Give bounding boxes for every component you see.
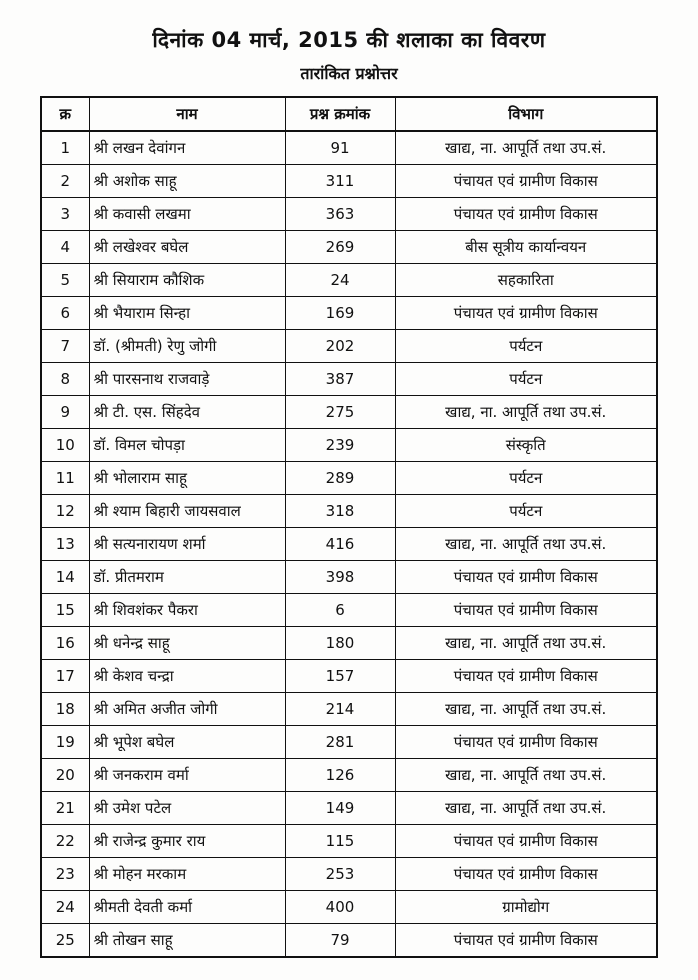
cell-dept: पंचायत एवं ग्रामीण विकास xyxy=(395,165,657,198)
table-row xyxy=(41,330,657,363)
cell-dept: ग्रामोद्योग xyxy=(395,891,657,924)
cell-dept: पंचायत एवं ग्रामीण विकास xyxy=(395,198,657,231)
table-row xyxy=(41,462,657,495)
cell-dept: पंचायत एवं ग्रामीण विकास xyxy=(395,924,657,958)
table-row xyxy=(41,693,657,726)
cell-name: श्री कवासी लखमा xyxy=(89,198,285,231)
cell-serial: 7 xyxy=(41,330,89,363)
cell-dept: पर्यटन xyxy=(395,330,657,363)
table-body xyxy=(41,131,657,957)
cell-serial: 16 xyxy=(41,627,89,660)
table-row xyxy=(41,792,657,825)
cell-qno: 281 xyxy=(285,726,395,759)
cell-qno: 363 xyxy=(285,198,395,231)
cell-qno: 126 xyxy=(285,759,395,792)
table-row xyxy=(41,726,657,759)
table-row xyxy=(41,660,657,693)
cell-dept: पंचायत एवं ग्रामीण विकास xyxy=(395,825,657,858)
table-row xyxy=(41,627,657,660)
cell-serial: 25 xyxy=(41,924,89,958)
cell-serial: 13 xyxy=(41,528,89,561)
cell-qno: 115 xyxy=(285,825,395,858)
cell-serial: 8 xyxy=(41,363,89,396)
cell-qno: 149 xyxy=(285,792,395,825)
cell-name: श्री पारसनाथ राजवाड़े xyxy=(89,363,285,396)
cell-qno: 416 xyxy=(285,528,395,561)
cell-name: श्री सियाराम कौशिक xyxy=(89,264,285,297)
cell-name: श्री श्याम बिहारी जायसवाल xyxy=(89,495,285,528)
cell-name: डॉ. प्रीतमराम xyxy=(89,561,285,594)
table-row xyxy=(41,891,657,924)
cell-serial: 17 xyxy=(41,660,89,693)
cell-dept: खाद्य, ना. आपूर्ति तथा उप.सं. xyxy=(395,792,657,825)
cell-name: श्री उमेश पटेल xyxy=(89,792,285,825)
cell-qno: 398 xyxy=(285,561,395,594)
cell-serial: 11 xyxy=(41,462,89,495)
table-row xyxy=(41,198,657,231)
cell-name: श्री धनेन्द्र साहू xyxy=(89,627,285,660)
cell-name: श्री भैयाराम सिन्हा xyxy=(89,297,285,330)
cell-dept: संस्कृति xyxy=(395,429,657,462)
cell-name: श्री जनकराम वर्मा xyxy=(89,759,285,792)
cell-serial: 14 xyxy=(41,561,89,594)
cell-name: डॉ. विमल चोपड़ा xyxy=(89,429,285,462)
cell-serial: 21 xyxy=(41,792,89,825)
cell-serial: 19 xyxy=(41,726,89,759)
header-serial: क्र xyxy=(41,97,89,131)
cell-serial: 24 xyxy=(41,891,89,924)
cell-dept: खाद्य, ना. आपूर्ति तथा उप.सं. xyxy=(395,528,657,561)
cell-dept: खाद्य, ना. आपूर्ति तथा उप.सं. xyxy=(395,396,657,429)
cell-name: श्री राजेन्द्र कुमार राय xyxy=(89,825,285,858)
cell-serial: 1 xyxy=(41,131,89,165)
cell-qno: 275 xyxy=(285,396,395,429)
cell-serial: 22 xyxy=(41,825,89,858)
cell-qno: 269 xyxy=(285,231,395,264)
cell-qno: 157 xyxy=(285,660,395,693)
table-row xyxy=(41,924,657,958)
cell-name: श्री टी. एस. सिंहदेव xyxy=(89,396,285,429)
cell-name: श्री भूपेश बघेल xyxy=(89,726,285,759)
cell-name: श्री भोलाराम साहू xyxy=(89,462,285,495)
question-table xyxy=(40,96,658,958)
cell-name: श्री केशव चन्द्रा xyxy=(89,660,285,693)
cell-name: श्री अशोक साहू xyxy=(89,165,285,198)
cell-name: डॉ. (श्रीमती) रेणु जोगी xyxy=(89,330,285,363)
cell-qno: 24 xyxy=(285,264,395,297)
cell-serial: 9 xyxy=(41,396,89,429)
cell-serial: 18 xyxy=(41,693,89,726)
cell-dept: पर्यटन xyxy=(395,363,657,396)
cell-dept: पर्यटन xyxy=(395,462,657,495)
cell-serial: 4 xyxy=(41,231,89,264)
table-header-row xyxy=(41,97,657,131)
cell-dept: पंचायत एवं ग्रामीण विकास xyxy=(395,726,657,759)
cell-serial: 5 xyxy=(41,264,89,297)
header-name: नाम xyxy=(89,97,285,131)
cell-name: श्री शिवशंकर पैकरा xyxy=(89,594,285,627)
cell-serial: 23 xyxy=(41,858,89,891)
cell-serial: 20 xyxy=(41,759,89,792)
cell-qno: 169 xyxy=(285,297,395,330)
cell-serial: 6 xyxy=(41,297,89,330)
cell-serial: 3 xyxy=(41,198,89,231)
cell-dept: पंचायत एवं ग्रामीण विकास xyxy=(395,858,657,891)
page-title: दिनांक 04 मार्च, 2015 की शलाका का विवरण xyxy=(152,28,546,52)
page-subtitle: तारांकित प्रश्नोत्तर xyxy=(300,64,398,83)
cell-qno: 6 xyxy=(285,594,395,627)
cell-dept: खाद्य, ना. आपूर्ति तथा उप.सं. xyxy=(395,759,657,792)
cell-qno: 180 xyxy=(285,627,395,660)
table-row xyxy=(41,594,657,627)
cell-serial: 15 xyxy=(41,594,89,627)
table-row xyxy=(41,264,657,297)
table-row xyxy=(41,297,657,330)
cell-dept: पंचायत एवं ग्रामीण विकास xyxy=(395,594,657,627)
cell-dept: पंचायत एवं ग्रामीण विकास xyxy=(395,660,657,693)
cell-name: श्री अमित अजीत जोगी xyxy=(89,693,285,726)
cell-qno: 400 xyxy=(285,891,395,924)
table-row xyxy=(41,495,657,528)
table-row xyxy=(41,825,657,858)
cell-name: श्री लखेश्वर बघेल xyxy=(89,231,285,264)
cell-dept: खाद्य, ना. आपूर्ति तथा उप.सं. xyxy=(395,693,657,726)
cell-name: श्री सत्यनारायण शर्मा xyxy=(89,528,285,561)
table-row xyxy=(41,528,657,561)
table-row xyxy=(41,858,657,891)
cell-serial: 10 xyxy=(41,429,89,462)
cell-qno: 387 xyxy=(285,363,395,396)
cell-qno: 239 xyxy=(285,429,395,462)
table-row xyxy=(41,396,657,429)
cell-qno: 311 xyxy=(285,165,395,198)
cell-dept: खाद्य, ना. आपूर्ति तथा उप.सं. xyxy=(395,131,657,165)
cell-name: श्री मोहन मरकाम xyxy=(89,858,285,891)
table-row xyxy=(41,131,657,165)
cell-qno: 79 xyxy=(285,924,395,958)
table-row xyxy=(41,561,657,594)
cell-serial: 12 xyxy=(41,495,89,528)
table-row xyxy=(41,363,657,396)
cell-dept: पर्यटन xyxy=(395,495,657,528)
cell-dept: पंचायत एवं ग्रामीण विकास xyxy=(395,561,657,594)
cell-qno: 202 xyxy=(285,330,395,363)
cell-qno: 91 xyxy=(285,131,395,165)
cell-qno: 289 xyxy=(285,462,395,495)
cell-serial: 2 xyxy=(41,165,89,198)
cell-name: श्री लखन देवांगन xyxy=(89,131,285,165)
table-row xyxy=(41,165,657,198)
cell-dept: पंचायत एवं ग्रामीण विकास xyxy=(395,297,657,330)
cell-name: श्री तोखन साहू xyxy=(89,924,285,958)
cell-dept: खाद्य, ना. आपूर्ति तथा उप.सं. xyxy=(395,627,657,660)
cell-qno: 253 xyxy=(285,858,395,891)
cell-dept: बीस सूत्रीय कार्यान्वयन xyxy=(395,231,657,264)
table-row xyxy=(41,429,657,462)
cell-dept: सहकारिता xyxy=(395,264,657,297)
cell-qno: 214 xyxy=(285,693,395,726)
cell-qno: 318 xyxy=(285,495,395,528)
header-department: विभाग xyxy=(395,97,657,131)
table-row xyxy=(41,759,657,792)
header-question-number: प्रश्न क्रमांक xyxy=(285,97,395,131)
table-row xyxy=(41,231,657,264)
cell-name: श्रीमती देवती कर्मा xyxy=(89,891,285,924)
